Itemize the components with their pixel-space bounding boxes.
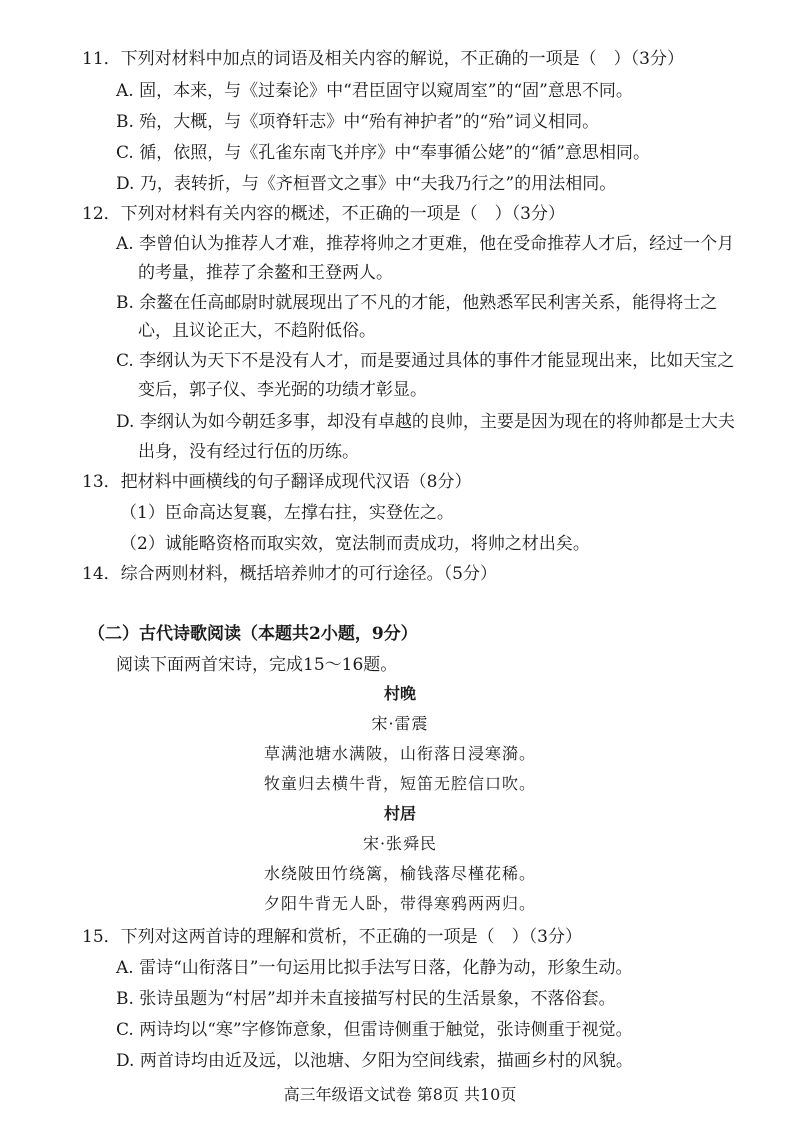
q15-option-a: A. 雷诗“山衔落日”一句运用比拟手法写日落，化静为动，形象生动。 [116,958,633,978]
q15-option-c: C. 两诗均以“寒”字修饰意象，但雷诗侧重于触觉，张诗侧重于视觉。 [116,1020,633,1040]
page-footer: 高三年级语文试卷 第8页 共10页 [283,1085,517,1104]
q11-option-b: B. 殆，大概，与《项脊轩志》中“殆有神护者”的“殆”词义相同。 [116,112,600,132]
q12-option-b: B. 余鳌在任高邮尉时就展现出了不凡的才能，他熟悉军民利害关系，能得将士之 [116,293,718,313]
q11-option-a: A. 固，本来，与《过秦论》中“君臣固守以窥周室”的“固”意思不同。 [116,81,633,101]
q11-stem: 11．下列对材料中加点的词语及相关内容的解说，不正确的一项是（ ）（3分） [82,49,684,69]
section-heading: （二）古代诗歌阅读（本题共2小题，9分） [88,624,418,644]
q14-stem: 14．综合两则材料，概括培养帅才的可行途径。（5分） [82,564,497,584]
q12-option-c-cont: 变后，郭子仪、李光弼的功绩才彰显。 [138,380,427,400]
q12-option-a: A. 李曾伯认为推荐人才难，推荐将帅之才更难，他在受命推荐人才后，经过一个月 [116,234,735,254]
q15-option-d: D. 两首诗均由近及远，以池塘、夕阳为空间线索，描画乡村的风貌。 [116,1051,633,1071]
q15-stem: 15．下列对这两首诗的理解和赏析，不正确的一项是（ ）（3分） [82,927,582,947]
poem1-line-1: 草满池塘水满陂，山衔落日浸寒漪。 [263,744,536,763]
poem1-author: 宋·雷震 [371,714,429,733]
q15-option-b: B. 张诗虽题为“村居”却并未直接描写村民的生活景象，不落俗套。 [116,989,616,1009]
q12-option-d: D. 李纲认为如今朝廷多事，却没有卓越的良帅，主要是因为现在的将帅都是士大夫 [116,412,735,432]
poem2-line-1: 水绕陂田竹绕篱，榆钱落尽槿花稀。 [263,864,536,883]
poem2-title: 村居 [383,804,416,823]
q12-option-b-cont: 心，且议论正大，不趋附低俗。 [138,321,376,341]
poem2-line-2: 夕阳牛背无人卧，带得寒鸦两两归。 [263,894,536,913]
q12-option-d-cont: 出身，没有经过行伍的历练。 [138,442,359,462]
q11-option-d: D. 乃，表转折，与《齐桓晋文之事》中“夫我乃行之”的用法相同。 [116,174,617,194]
q11-option-c: C. 循，依照，与《孔雀东南飞并序》中“奉事循公姥”的“循”意思相同。 [116,143,650,163]
q12-option-a-cont: 的考量，推荐了余鳌和王登两人。 [138,263,393,283]
poem1-title: 村晚 [383,684,416,703]
q13-item-2: （2）诚能略资格而取实效，宽法制而责成功，将帅之材出矣。 [120,534,590,554]
q13-stem: 13．把材料中画横线的句子翻译成现代汉语（8分） [82,472,472,492]
section-intro: 阅读下面两首宋诗，完成15～16题。 [116,655,398,675]
q13-item-1: （1）臣命高达复襄，左撑右拄，实登佐之。 [120,503,454,523]
poem2-author: 宋·张舜民 [362,834,438,853]
q12-stem: 12．下列对材料有关内容的概述，不正确的一项是（ ）（3分） [82,204,565,224]
q12-option-c: C. 李纲认为天下不是没有人才，而是要通过具体的事件才能显现出来，比如天宝之 [116,351,735,371]
poem1-line-2: 牧童归去横牛背，短笛无腔信口吹。 [263,774,536,793]
